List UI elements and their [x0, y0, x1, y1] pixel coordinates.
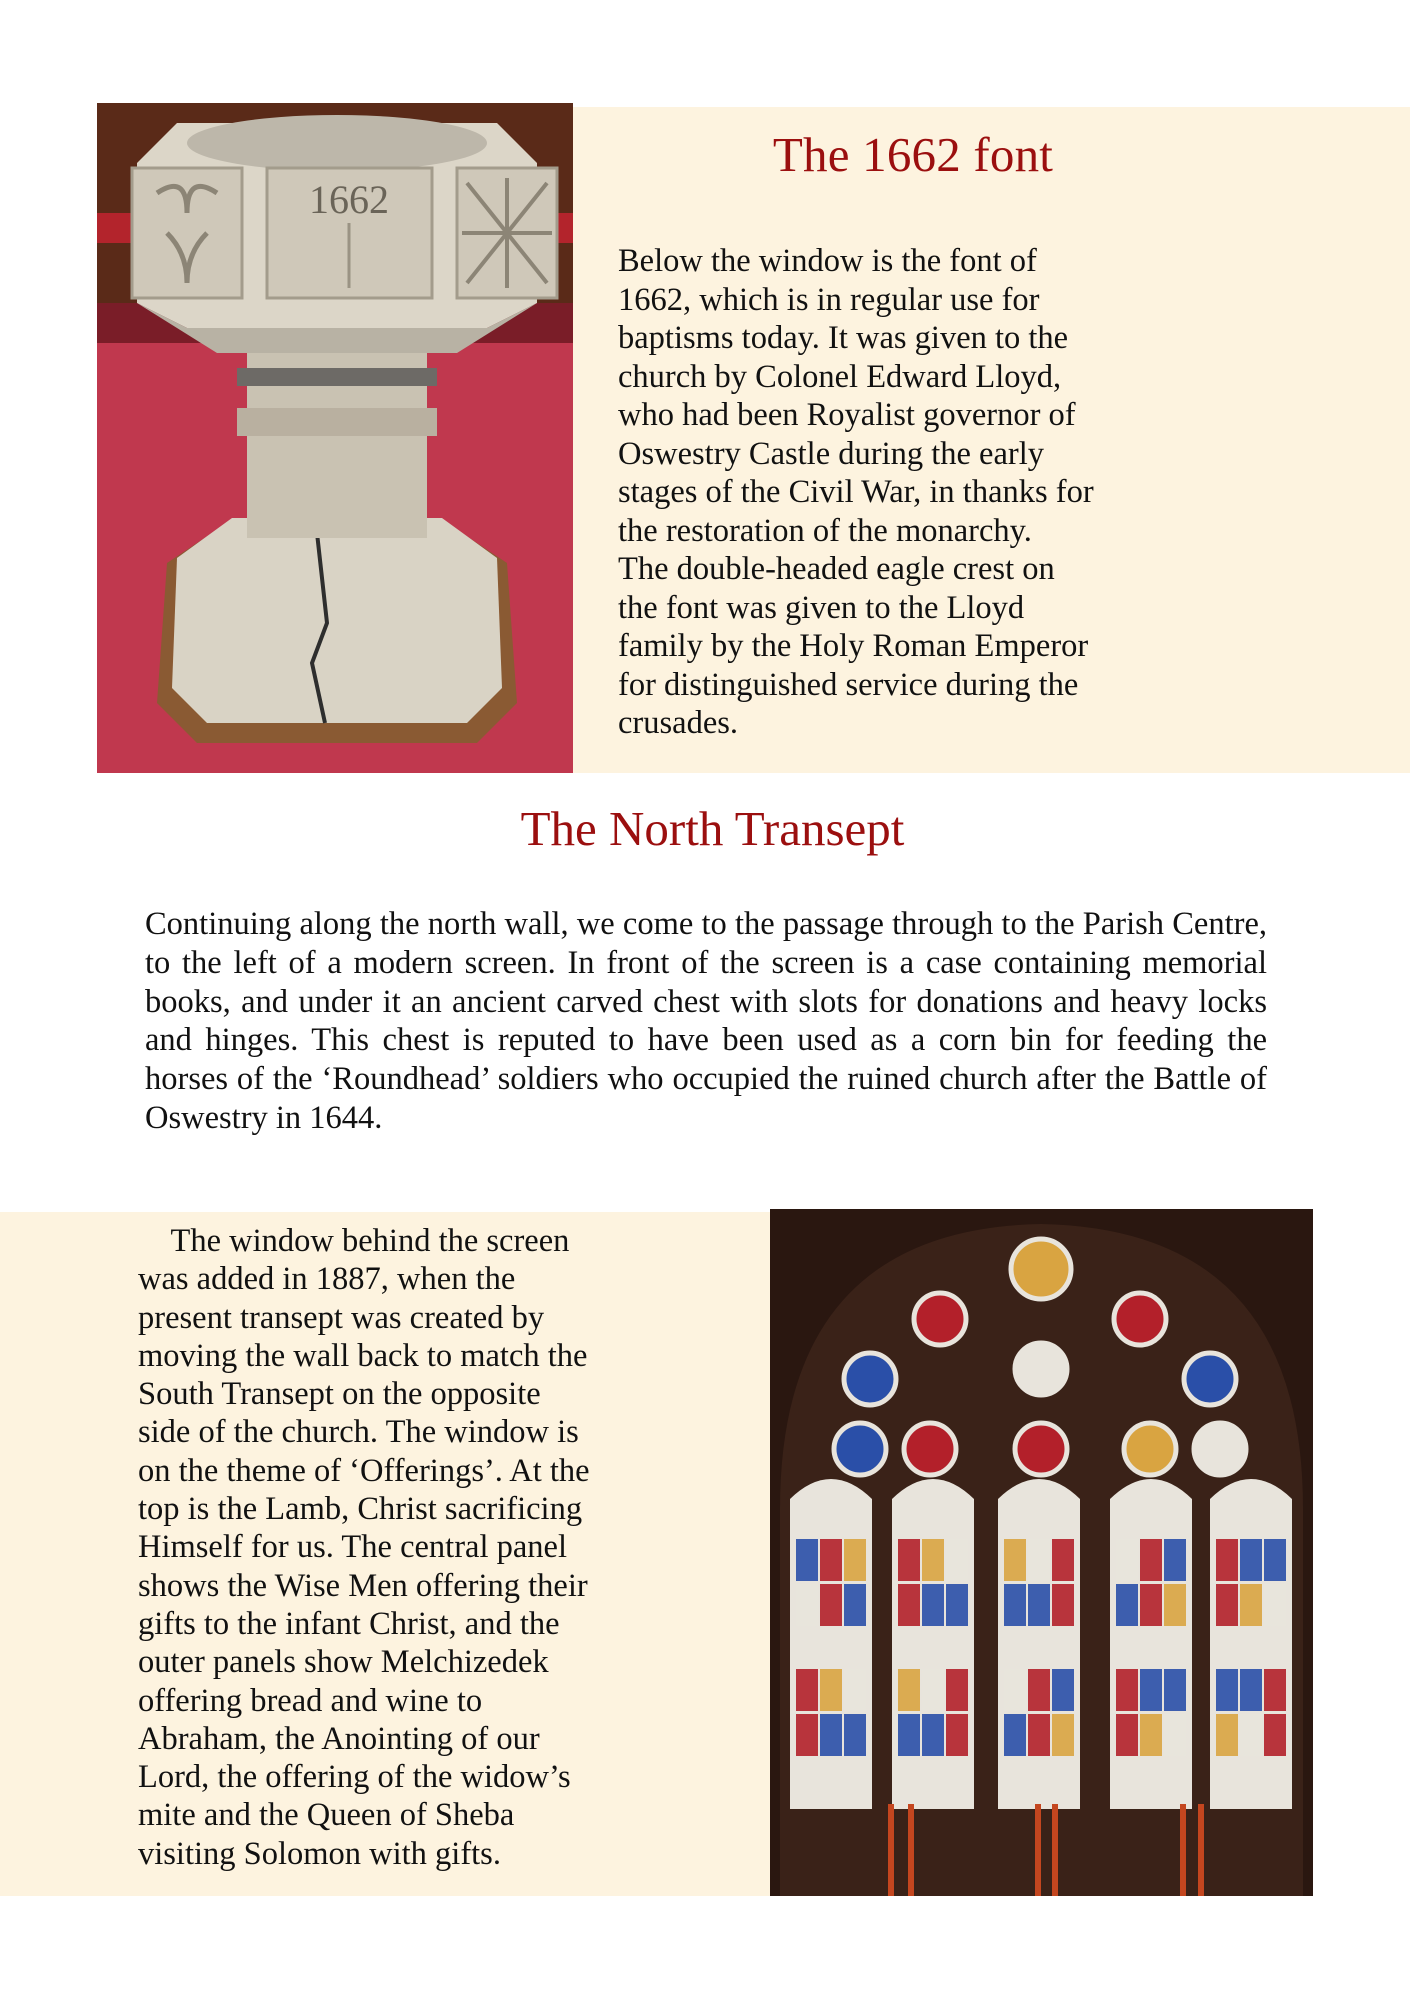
candle-stand	[888, 1804, 894, 1896]
tracery-light	[834, 1423, 886, 1475]
candle-stand	[1035, 1804, 1041, 1896]
carved-date: 1662	[309, 177, 389, 222]
lancets	[790, 1479, 1292, 1809]
lancet-panel	[1110, 1479, 1192, 1809]
candle-stand	[1180, 1804, 1186, 1896]
lancet-panel	[790, 1479, 872, 1809]
lancet-panel	[892, 1479, 974, 1809]
tracery-light	[1124, 1423, 1176, 1475]
tracery-light	[1011, 1239, 1071, 1299]
stem-band	[237, 368, 437, 386]
lancet-panel	[998, 1479, 1080, 1809]
tracery-light	[1184, 1353, 1236, 1405]
north-transept-intro: Continuing along the north wall, we come to the passage through to the Parish Centre, to the left of a modern screen. In front of the screen is a case containing memorial books, and under it an ancient carved chest with slots for donations and heavy locks and hinges. This chest is reputed to have been used as a corn bin for feeding the horses of the ‘Roundhead’ soldiers who occupied the ruined church after the Battle of Oswestry in 1644.	[145, 906, 1267, 1136]
window-section-body: The window behind the screen was added in 1887, when the present transept was created by moving the wall back to match the South Transept on the opposite side of the church. The window is on the theme of ‘Offerings’. At the top is the Lamb, Christ sacrificing Himself for us. The central panel shows the Wise Men offering their gifts to the infant Christ, and the outer panels show Melchizedek offering bread and wine to Abraham, the Anointing of our Lord, the offering of the widow’s mite and the Queen of Sheba visiting Solomon with gifts.	[138, 1223, 590, 1872]
tracery-light	[904, 1423, 956, 1475]
font-section-heading: The 1662 font	[772, 127, 1054, 182]
font-section-body: Below the window is the font of 1662, which is in regular use for baptisms today. It was given to the church by Colonel Edward Lloyd, who had been Royalist governor of Oswestry Castle during the early stages of the Civil War, in thanks for the restoration of the monarchy. The double-headed eagle crest on the font was given to the Lloyd family by the Holy Roman Emperor for distinguished service during the crusades.	[618, 243, 1094, 741]
tracery-light	[1114, 1293, 1166, 1345]
tracery-light	[1194, 1423, 1246, 1475]
candle-stand	[1052, 1804, 1058, 1896]
north-transept-heading: The North Transept	[520, 801, 905, 856]
bowl-basin	[187, 115, 487, 171]
candle-stand	[1198, 1804, 1204, 1896]
rosette-carving	[462, 178, 552, 288]
stem-moulding	[237, 408, 437, 436]
lancet-panel	[1210, 1479, 1292, 1809]
stone-base	[172, 518, 502, 723]
stained-glass-illustration	[770, 1209, 1313, 1896]
tracery-light	[1015, 1423, 1067, 1475]
tracery-light	[1015, 1343, 1067, 1395]
tracery-light	[844, 1353, 896, 1405]
stained-glass-window-photo	[770, 1209, 1313, 1896]
baptismal-font-illustration	[97, 103, 573, 773]
font-photo	[97, 103, 573, 773]
tracery-light	[914, 1293, 966, 1345]
candle-stand	[908, 1804, 914, 1896]
